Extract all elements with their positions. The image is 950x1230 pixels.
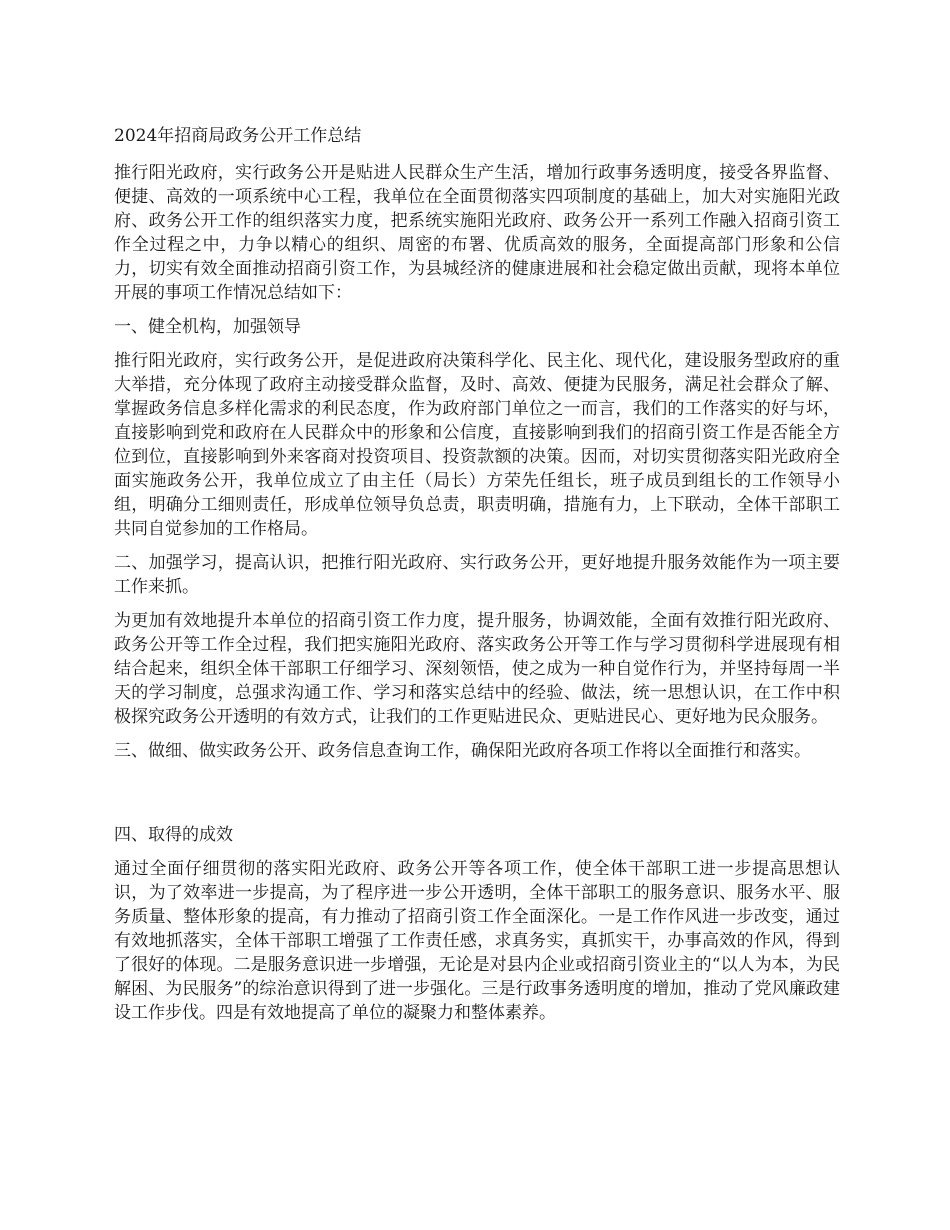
section1-heading: 一、健全机构，加强领导 bbox=[114, 317, 301, 337]
section3-heading: 三、做细、做实政务公开、政务信息查询工作，确保阳光政府各项工作将以全面推行和落实。 bbox=[114, 741, 811, 761]
document-page bbox=[114, 124, 840, 1035]
section-spacer bbox=[114, 773, 840, 823]
section2-paragraph: 为更加有效地提升本单位的招商引资工作力度，提升服务，协调效能，全面有效推行阳光政府、政务公开等工作全过程，我们把实施阳光政府、落实政务公开等工作与学习贯彻科学进展现有相结合起来，组织全体干部职工仔细学习、深刻领悟，使之成为一种自觉作行为，并坚持每周一半天的学习制度，总强求沟通工作、学习和落实总结中的经验、做法，统一思想认识，在工作中积极探究政务公开透明的有效方式，让我们的工作更贴进民众、更贴进民心、更好地为民众服务。 bbox=[114, 611, 840, 727]
document-title: 2024年招商局政务公开工作总结 bbox=[114, 126, 362, 146]
section4-heading: 四、取得的成效 bbox=[114, 825, 233, 845]
section1-paragraph: 推行阳光政府，实行政务公开，是促进政府决策科学化、民主化、现代化，建设服务型政府的重大举措，充分体现了政府主动接受群众监督，及时、高效、便捷为民服务，满足社会群众了解、掌握政务信息多样化需求的利民态度，作为政府部门单位之一而言，我们的工作落实的好与坏，直接影响到党和政府在人民群众中的形象和公信度，直接影响到我们的招商引资工作是否能全方位到位，直接影响到外来客商对投资项目、投资款额的决策。因而，对切实贯彻落实阳光政府全面实施政务公开，我单位成立了由主任（局长）方荣先任组长，班子成员到组长的工作领导小组，明确分工细则责任，形成单位领导负总责，职责明确，措施有力，上下联动，全体干部职工共同自觉参加的工作格局。 bbox=[114, 351, 840, 539]
section2-heading: 二、加强学习，提高认识，把推行阳光政府、实行政务公开，更好地提升服务效能作为一项主要工作来抓。 bbox=[114, 553, 840, 597]
intro-paragraph: 推行阳光政府，实行政务公开是贴进人民群众生产生活，增加行政事务透明度，接受各界监督、便捷、高效的一项系统中心工程，我单位在全面贯彻落实四项制度的基础上，加大对实施阳光政府、政务公开工作的组织落实力度，把系统实施阳光政府、政务公开一系列工作融入招商引资工作全过程之中，力争以精心的组织、周密的布署、优质高效的服务，全面提高部门形象和公信力，切实有效全面推动招商引资工作，为县城经济的健康进展和社会稳定做出贡献，现将本单位开展的事项工作情况总结如下： bbox=[114, 163, 840, 303]
section4-paragraph: 通过全面仔细贯彻的落实阳光政府、政务公开等各项工作，使全体干部职工进一步提高思想认识，为了效率进一步提高，为了程序进一步公开透明，全体干部职工的服务意识、服务水平、服务质量、整体形象的提高，有力推动了招商引资工作全面深化。一是工作作风进一步改变，通过有效地抓落实，全体干部职工增强了工作责任感，求真务实，真抓实干，办事高效的作风，得到了很好的体现。二是服务意识进一步增强，无论是对县内企业或招商引资业主的“以人为本，为民解困、为民服务”的综治意识得到了进一步强化。三是行政事务透明度的增加，推动了党风廉政建设工作步伐。四是有效地提高了单位的凝聚力和整体素养。 bbox=[114, 859, 840, 1023]
